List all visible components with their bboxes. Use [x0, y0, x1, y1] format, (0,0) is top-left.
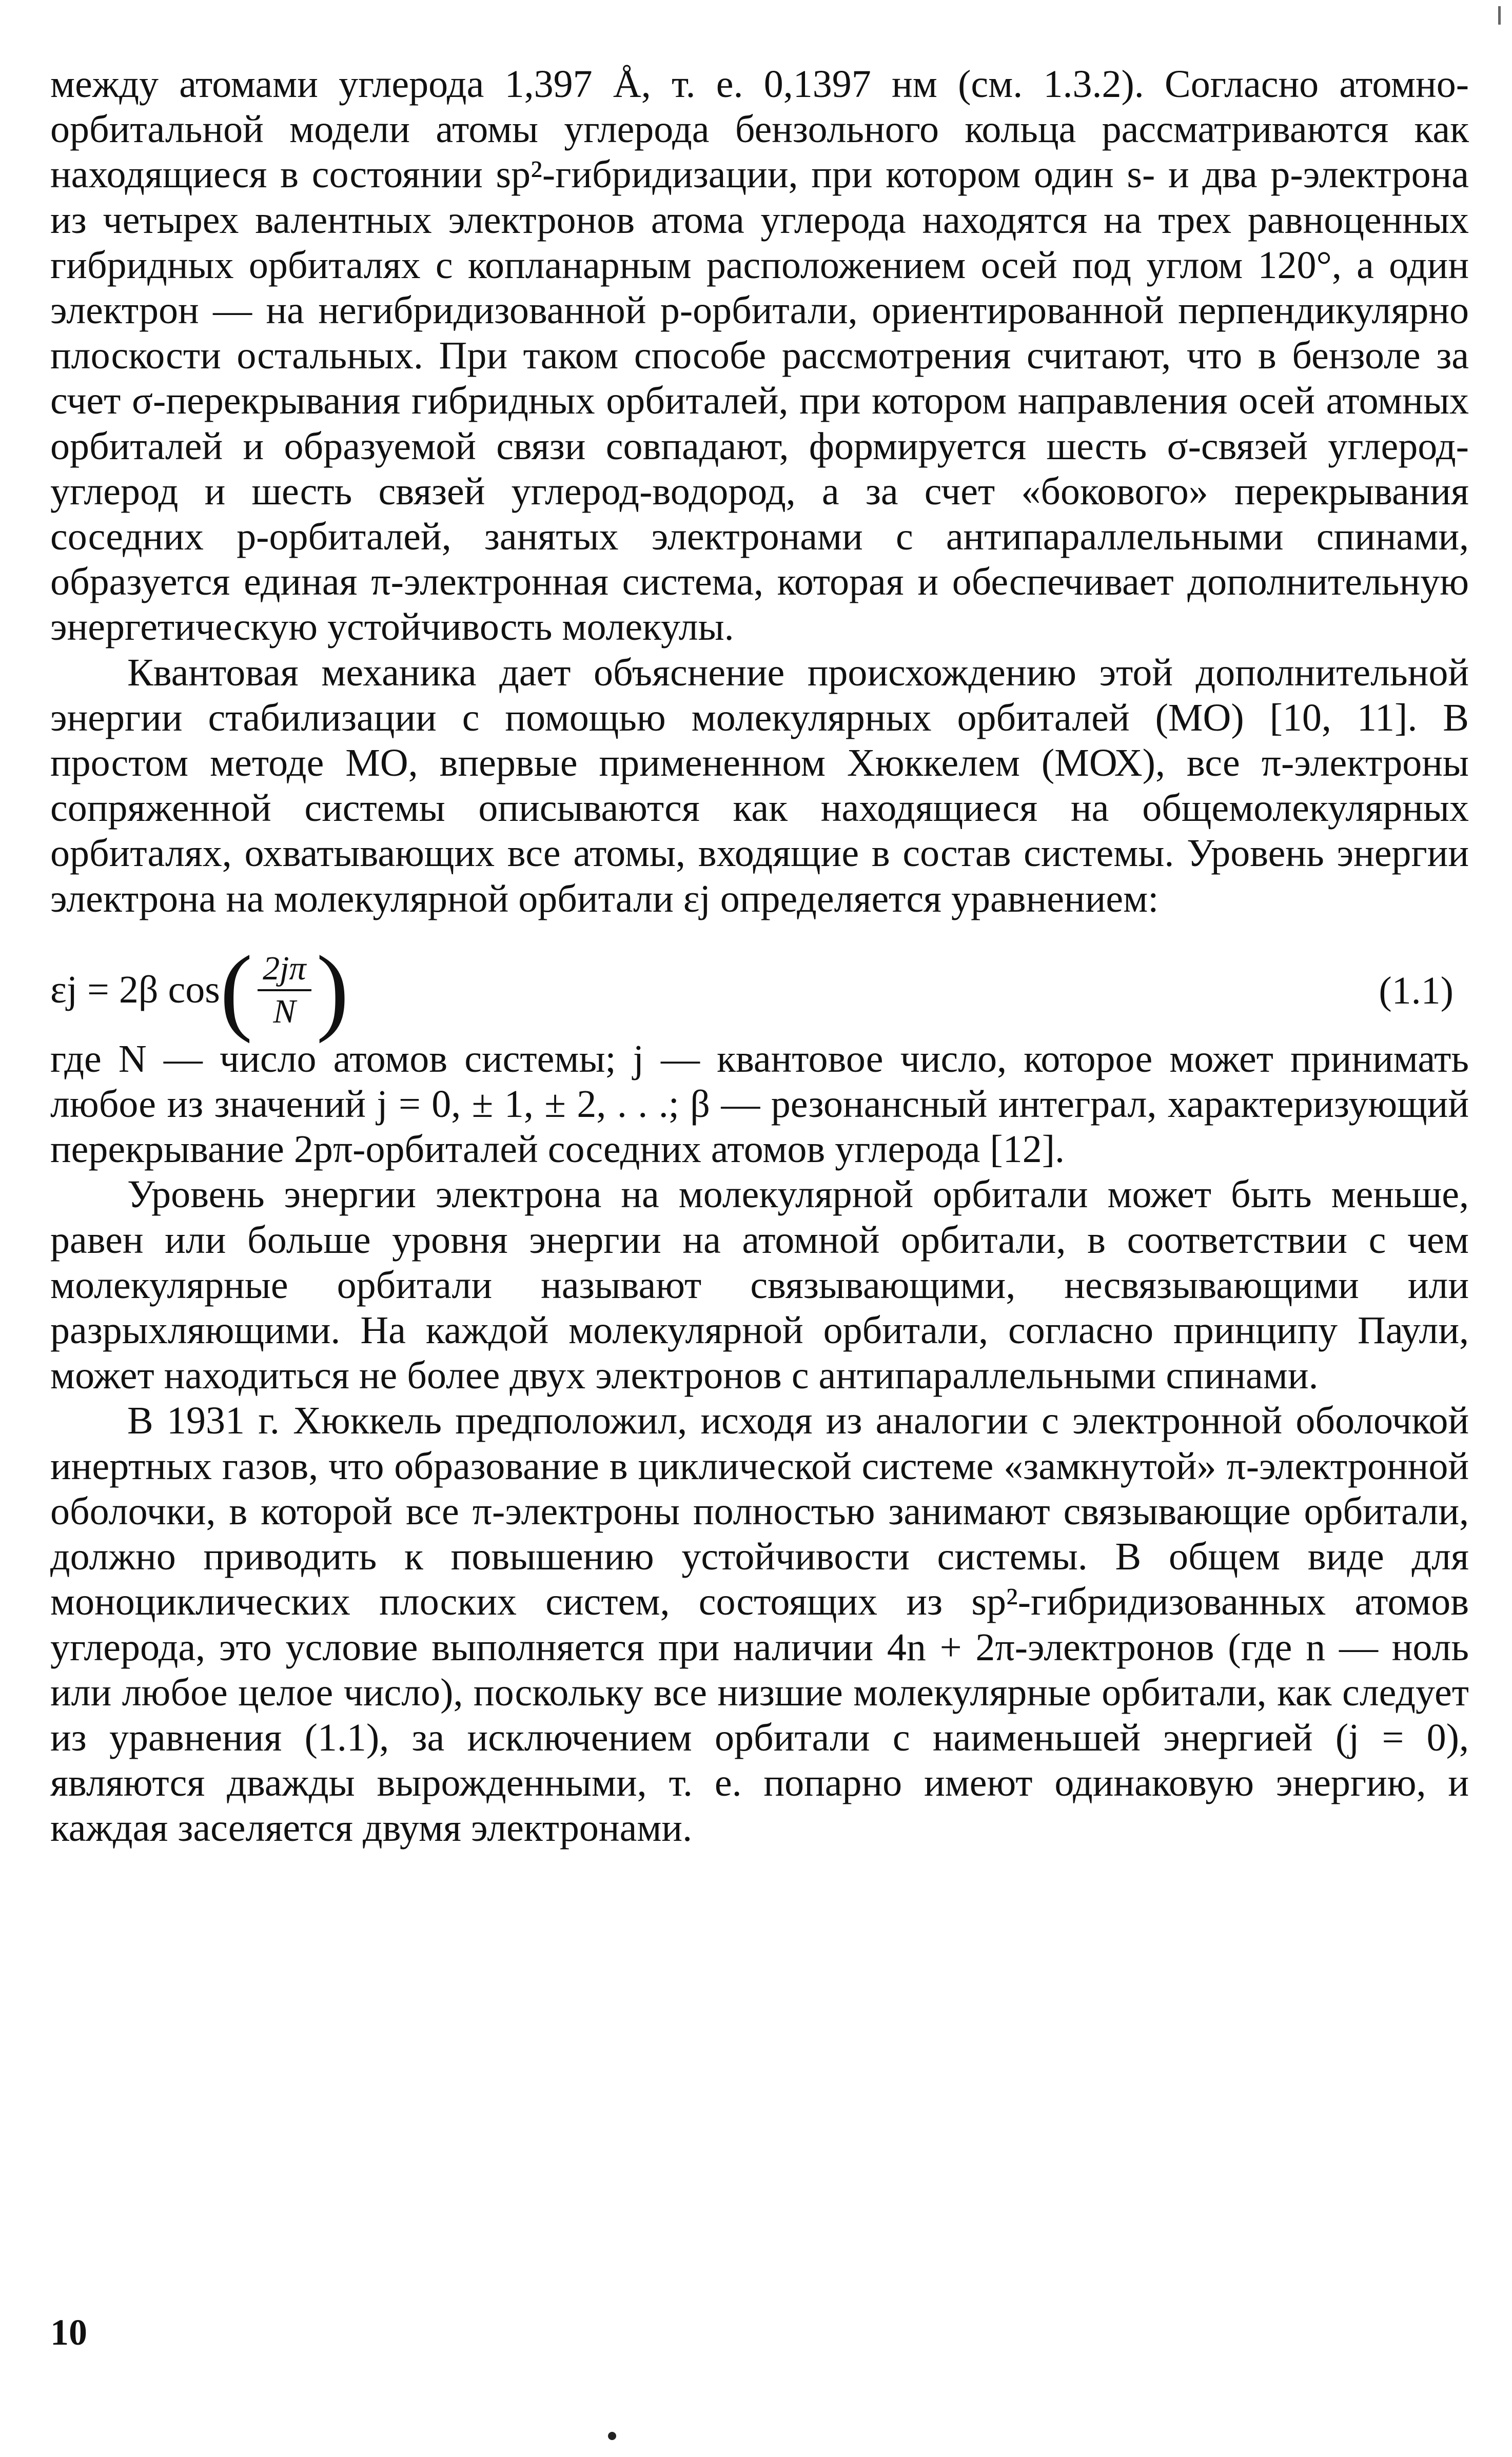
print-speck	[608, 2432, 616, 2440]
paragraph-2: Квантовая механика дает объяснение происхождению этой дополнительной энергии стабилизации с помощью молекулярных орбиталей (МО) [10, 11]. В простом методе МО, впервые примененном Хюккелем (МОХ), все π-электроны сопряженной системы описываются как находящиеся на общемолекулярных орбиталях, охватывающих все атомы, входящие в состав системы. Уровень энергии электрона на молекулярной орбитали εj определяется уравнением:	[50, 651, 1469, 920]
margin-mark	[1498, 6, 1501, 25]
equation-number: (1.1)	[1379, 969, 1454, 1012]
equation-lhs: εj = 2β cos	[50, 968, 220, 1012]
paren-close: )	[316, 936, 349, 1044]
equation-1-1	[50, 929, 1469, 1044]
page-body	[50, 62, 1469, 1851]
paragraph-1: между атомами углерода 1,397 Å, т. е. 0,1397 нм (см. 1.3.2). Согласно атомно-орбитальной модели атомы углерода бензольного кольца рассматриваются как находящиеся в состоянии sp²-гибридизации, при котором один s- и два p-электрона из четырех валентных электронов атома углерода находятся на трех равноценных гибридных орбиталях с копланарным расположением осей под углом 120°, а один электрон — на негибридизованной p-орбитали, ориентированной перпендикулярно плоскости остальных. При таком способе рассмотрения считают, что в бензоле за счет σ-перекрывания гибридных орбиталей, при котором направления осей атомных орбиталей и образуемой связи совпадают, формируется шесть σ-связей углерод-углерод и шесть связей углерод-водород, а за счет «бокового» перекрывания соседних p-орбиталей, занятых электронами с антипараллельными спинами, образуется единая π-электронная система, которая и обеспечивает дополнительную энергетическую устойчивость молекулы.	[50, 63, 1469, 649]
fraction-numerator: 2jπ	[258, 950, 311, 991]
paren-open: (	[220, 936, 253, 1044]
fraction-denominator: N	[273, 992, 296, 1030]
paragraph-4: Уровень энергии электрона на молекулярной орбитали может быть меньше, равен или больше уровня энергии на атомной орбитали, в соответствии с чем молекулярные орбитали называют связывающими, несвязывающими или разрыхляющими. На каждой молекулярной орбитали, согласно принципу Паули, может находиться не более двух электронов с антипараллельными спинами.	[50, 1173, 1469, 1398]
fraction	[258, 950, 311, 1030]
page-number: 10	[50, 2312, 87, 2353]
paragraph-5: В 1931 г. Хюккель предположил, исходя из аналогии с электронной оболочкой инертных газов, что образование в циклической системе «замкнутой» π-электронной оболочки, в которой все π-электроны полностью занимают связывающие орбитали, должно приводить к повышению устойчивости системы. В общем виде для моноциклических плоских систем, состоящих из sp²-гибридизованных атомов углерода, это условие выполняется при наличии 4n + 2π-электронов (где n — ноль или любое целое число), поскольку все низшие молекулярные орбитали, как следует из уравнения (1.1), за исключением орбитали с наименьшей энергией (j = 0), являются дважды вырожденными, т. е. попарно имеют одинаковую энергию, и каждая заселяется двумя электронами.	[50, 1399, 1469, 1850]
paragraph-3: где N — число атомов системы; j — квантовое число, которое может принимать любое из значений j = 0, ± 1, ± 2, . . .; β — резонансный интеграл, характеризующий перекрывание 2pπ-орбиталей соседних атомов углерода [12].	[50, 1037, 1469, 1171]
equation-expression	[50, 936, 349, 1044]
